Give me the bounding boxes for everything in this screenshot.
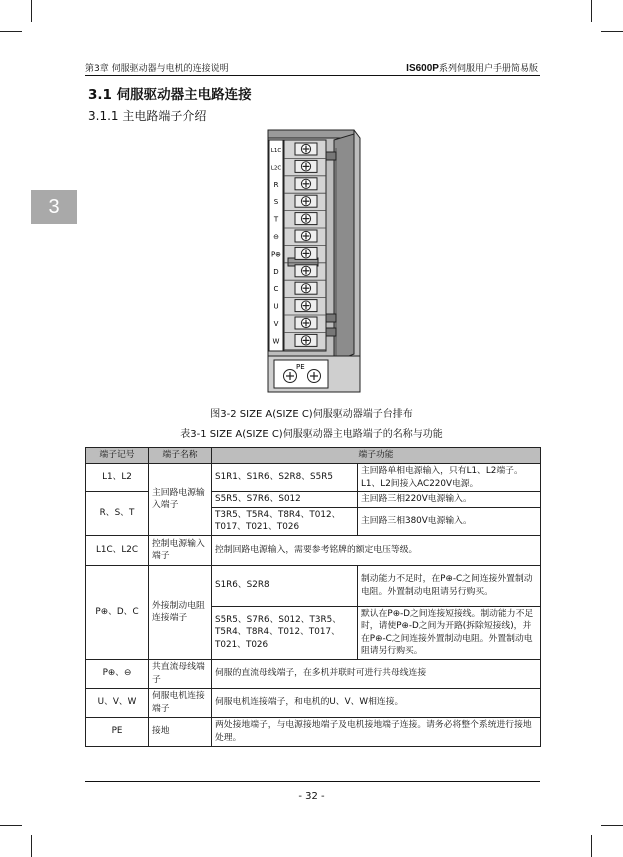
terminal-block-figure <box>262 128 367 396</box>
header-function: 端子功能 <box>212 448 541 464</box>
section-title: 3.1 伺服驱动器主电路连接 <box>88 87 252 103</box>
terminal-screw-icon <box>295 247 317 259</box>
crop-mark <box>591 835 592 857</box>
manual-title: 系列伺服用户手册简易版 <box>438 64 538 74</box>
crop-mark <box>0 825 22 826</box>
pe-label: PE <box>296 363 305 371</box>
cell-function: 两处接地端子，与电源接地端子及电机接地端子连接。请务必将整个系统进行接地处理。 <box>212 717 541 746</box>
table-row <box>86 464 541 492</box>
table-row <box>86 717 541 746</box>
terminal-screw-icon <box>295 178 317 190</box>
footer-rule <box>85 781 540 782</box>
cell-models: S1R1、S1R6、S2R8、S5R5 <box>212 464 358 492</box>
cell-function: 主回路三相220V电源输入。 <box>358 492 541 508</box>
crop-mark <box>601 825 623 826</box>
cell-function: 伺服的直流母线端子，在多机并联时可进行共母线连接 <box>212 659 541 688</box>
terminal-table <box>85 447 541 747</box>
crop-mark <box>601 31 623 32</box>
table-row <box>86 688 541 717</box>
cell-function: 伺服电机连接端子，和电机的U、V、W相连接。 <box>212 688 541 717</box>
cell-symbol: PE <box>86 717 149 746</box>
terminal-label: C <box>273 285 279 294</box>
cell-function: 制动能力不足时，在P⊕-C之间连接外置制动电阻。外置制动电阻请另行购买。 <box>358 565 541 606</box>
terminal-label: V <box>273 320 279 328</box>
crop-mark <box>31 0 32 22</box>
cell-name: 伺服电机连接端子 <box>149 688 212 717</box>
terminal-screw-icon <box>295 160 317 172</box>
cell-models: S1R6、S2R8 <box>212 565 358 606</box>
crop-mark <box>0 31 22 32</box>
table-row <box>86 535 541 565</box>
running-header-chapter: 第3章 伺服驱动器与电机的连接说明 <box>85 64 229 74</box>
table-row <box>86 565 541 606</box>
terminal-label: P⊕ <box>270 250 282 259</box>
table-caption: 表3-1 SIZE A(SIZE C)伺服驱动器主电路端子的名称与功能 <box>180 429 443 440</box>
terminal-screw-icon <box>295 334 317 346</box>
figure-caption: 图3-2 SIZE A(SIZE C)伺服驱动器端子台排布 <box>210 409 413 420</box>
cell-name: 主回路电源输入端子 <box>149 464 212 536</box>
cell-symbol: L1、L2 <box>86 464 149 492</box>
terminal-label: S <box>273 198 279 207</box>
subsection-title: 3.1.1 主电路端子介绍 <box>88 109 207 123</box>
terminal-screw-icon <box>295 195 317 207</box>
terminal-screw-icon <box>295 300 317 312</box>
cell-name: 接地 <box>149 717 212 746</box>
cell-function: 主回路单相电源输入，只有L1、L2端子。L1、L2间接入AC220V电源。 <box>358 464 541 492</box>
terminal-screw-icon <box>295 317 317 329</box>
terminal-label: L2C <box>270 165 282 172</box>
table-row <box>86 659 541 688</box>
table-header-row <box>86 448 541 464</box>
cell-function: 默认在P⊕-D之间连接短接线。制动能力不足时，请使P⊕-D之间为开路(拆除短接线)，并在P⊕-C之间连接外置制动电阻。外置制动电阻请另行购买。 <box>358 606 541 659</box>
cell-name: 控制电源输入端子 <box>149 535 212 565</box>
terminal-label: D <box>273 267 279 276</box>
cell-models: S5R5、S7R6、S012、T3R5、T5R4、T8R4、T012、T017、T021、T026 <box>212 606 358 659</box>
cell-symbol: U、V、W <box>86 688 149 717</box>
terminal-screw-icon <box>295 265 317 277</box>
crop-mark <box>31 835 32 857</box>
cell-symbol: R、S、T <box>86 492 149 536</box>
product-name: IS600P <box>406 63 439 74</box>
terminal-label: L1C <box>270 148 282 154</box>
terminal-screw-icon <box>295 213 317 225</box>
header-symbol: 端子记号 <box>86 448 149 464</box>
header-name: 端子名称 <box>149 448 212 464</box>
terminal-label: U <box>273 302 279 311</box>
cell-symbol: L1C、L2C <box>86 535 149 565</box>
chapter-tab: 3 <box>31 190 77 224</box>
terminal-screw-icon <box>295 282 317 294</box>
cell-models: T3R5、T5R4、T8R4、T012、T017、T021、T026 <box>212 507 358 535</box>
crop-mark <box>591 0 592 22</box>
terminal-label: R <box>273 180 279 189</box>
terminal-label: ⊖ <box>273 233 279 241</box>
header-rule <box>85 75 540 76</box>
cell-function: 控制回路电源输入，需要参考铭牌的额定电压等级。 <box>212 535 541 565</box>
running-header-manual <box>406 61 538 74</box>
terminal-screw-icon <box>295 143 317 155</box>
cell-name: 共直流母线端子 <box>149 659 212 688</box>
cell-models: S5R5、S7R6、S012 <box>212 492 358 508</box>
cell-symbol: P⊕、D、C <box>86 565 149 659</box>
terminal-label: W <box>272 337 280 346</box>
cell-function: 主回路三相380V电源输入。 <box>358 507 541 535</box>
cell-name: 外接制动电阻连接端子 <box>149 565 212 659</box>
terminal-screw-icon <box>295 230 317 242</box>
cell-symbol: P⊕、⊖ <box>86 659 149 688</box>
terminal-label: T <box>273 215 279 224</box>
page-number: - 32 - <box>298 791 325 802</box>
